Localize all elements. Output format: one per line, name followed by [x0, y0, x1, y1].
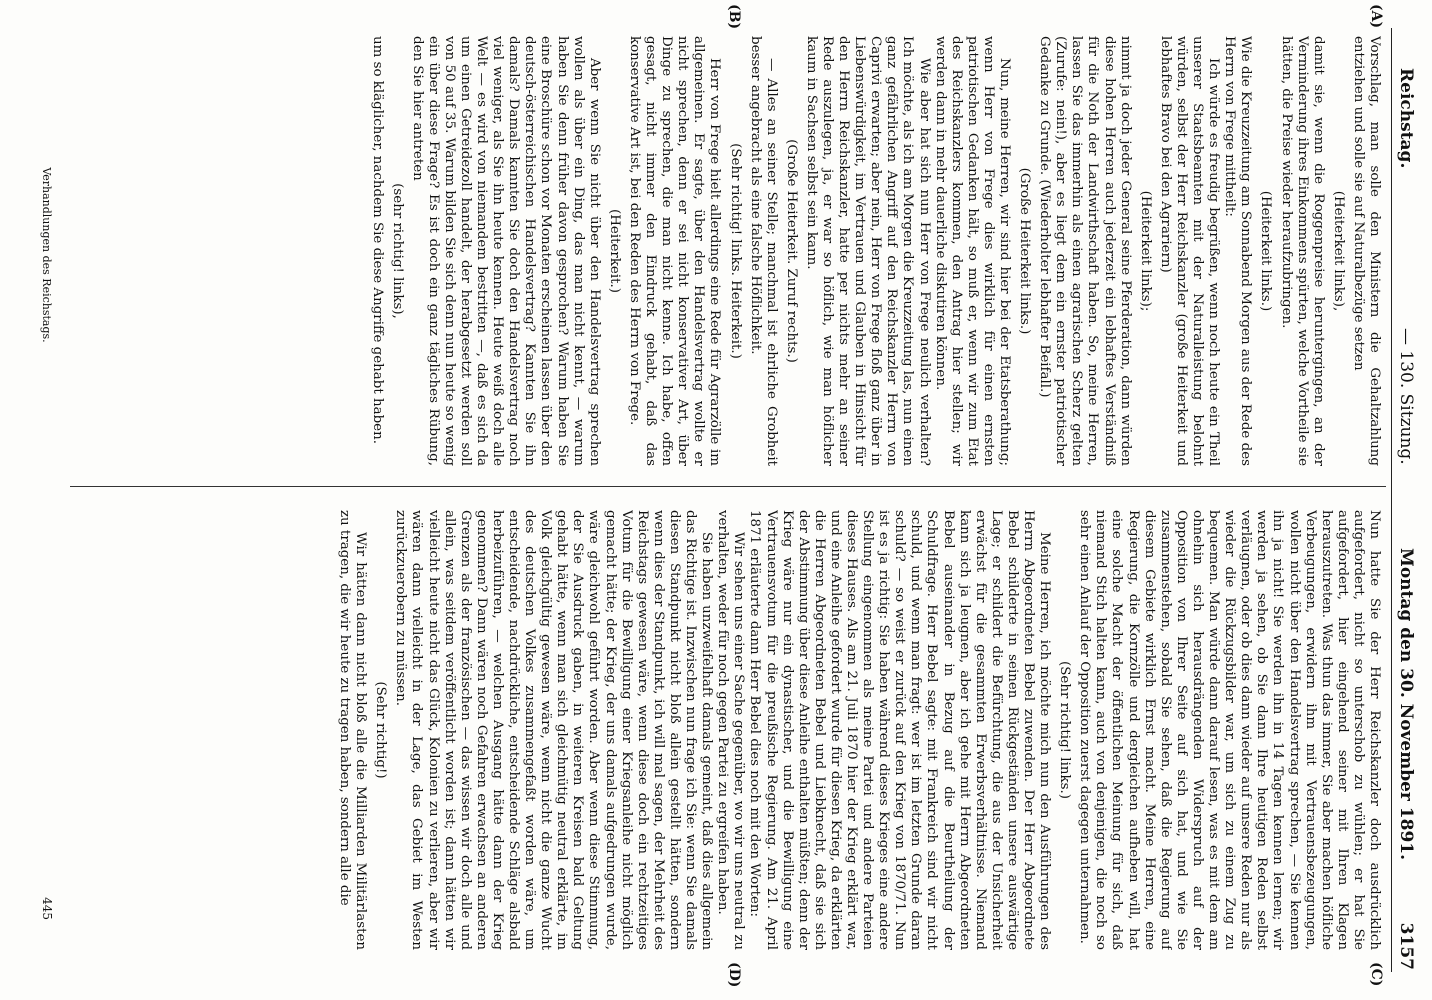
interjection: (Sehr richtig!)	[373, 681, 389, 779]
left-column	[66, 36, 1382, 466]
paragraph: Vorschlag, man solle den Ministern die Gehaltzahlung entziehen und solle sie auf Naturalbezüge setzen	[1350, 36, 1382, 466]
paragraph: Ich würde es freudig begrüßen, wenn noch heute ein Theil unserer Staatsbeamten mit der Naturalleistung belohnt würden, selbst der Herr Reichskanzler (große Heiterkeit und lebhaftes Bravo bei den Agrariern)	[1157, 36, 1222, 466]
paragraph: nimmt ja doch jeder General seine Pferderation, dann würden diese hohen Herren auch jederzeit ein lebhaftes Verständniß für die Noth der Landwirthschaft haben. So, meine Herren, lassen Sie das immerhin als einen agrarischen Scherz gelten (Zurufe: nein!), aber es liegt dem ein ernster patriotischer Gedanke zu Grunde. (Wiederholter lebhafter Beifall.)	[1037, 36, 1133, 466]
paragraph: Wir hätten dann nicht bloß alle die Milliarden Militärlasten zu tragen, die wir heute zu tragen haben, sondern alle die	[337, 510, 369, 950]
margin-mark-a: (A)	[1368, 4, 1384, 29]
paragraph: Meine Herren, ich möchte mich nun den Ausführungen des Herrn Abgeordneten Bebel zuwenden. Der Herr Abgeordnete Bebel schilderte in seinen Rückgeständen unsere auswärtige Lage; er schildert die Befürchtung, die aus der Unsicherheit erwächst für die gesammten Erwerbsverhältnisse. Niemand kann sich ja leugnen, aber ich gehe mit Herrn Abgeordneten Bebel auseinander in Bezug auf die Beurtheilung der Schuldfrage. Herr Bebel sagte: mit Frankreich sind wir nicht schuld, und wenn man fragt: wer ist im letzten Grunde daran schuld? — so weist er zurück auf den Krieg von 1870/71. Nun ist es ja richtig: Sie haben während dieses Krieges eine andere Stellung eingenommen als meine Partei und andere Parteien dieses Hauses. Als am 21. Juli 1870 hier der Krieg erklärt war, und eine Anleihe gefordert wurde für diesen Krieg, da erklärten die Herren Abgeordneten Bebel und Liebknecht, daß sie sich der Abstimmung über diese Anleihe enthalten müßten; denn der Krieg wäre nur ein dynastischer, und die Bewilligung eine Vertrauensvotum für die preußische Regierung. Am 21. April 1871 erläuterte dann Herr Bebel dies noch mit den Worten:	[747, 510, 1053, 950]
paragraph: Wir sehen uns einer Sache gegenüber, wo wir uns neutral zu verhalten, weder für noch gegen Partei zu ergreifen haben.	[715, 510, 747, 950]
interjection: (Sehr richtig! links.)	[1057, 661, 1073, 799]
header-date: Montag den 30. November 1891.	[1396, 548, 1416, 861]
paragraph: Nun, meine Herren, wir sind hier bei der Etatsberathung; wenn Herr von Frege dies wirklich für einen ernsten patriotischen Gedanken hält, so muß er, wenn wir zum Etat des Reichskanzlers kommen, den Antrag hier stellen; wir werden dann in mehr dauerliche diskutiren können.	[932, 36, 1013, 466]
right-column	[66, 510, 1382, 950]
paragraph: Sie haben unzweifelhaft damals gemeint, daß dies allgemein das Richtige ist. Inzwischen nun frage ich Sie: wenn Sie damals diesen Standpunkt nicht bloß allein gestellt hätten, sondern wenn dies der Standpunkt, ich will mal sagen, der Mehrheit des Reichstags gewesen wäre, wenn diese doch ein rechtzeitiges Votum für die Bewilligung einer Kriegsanleihe nicht möglich gemacht hätte; der Krieg, der uns damals aufgedrungen wurde, wäre gleichwohl geführt worden. Aber wenn diese Stimmung, der Sie Ausdruck gaben, in weiteren Kreisen bald Geltung gehabt hätte, wenn man sich gleichmütig neutral erklärte, im Volk gleichgültig gewesen wäre, wenn nicht die ganze Wucht des deutschen Volkes zusammengefaßt worden wäre, um entscheidende, nachdrückliche, entscheidende Schläge alsbald herbeizuführen, — welchen Ausgang hätte dann der Krieg genommen? Dann wären noch Gefahren erwachsen an anderen Grenzen als der französischen — das wissen wir doch alle und allein, was seitdem veröffentlicht worden ist; dann hätten wir vielleicht heute nicht das Glück, Kolonien zu verlieren, aber wir wären dann vielleicht in der Lage, das Gebiet im Westen zurückzuerobern zu müssen.	[393, 510, 715, 950]
page-number: 3157	[1396, 922, 1416, 970]
interjection: (Heiterkeit links),	[1330, 190, 1346, 312]
paragraph: Aber wenn Sie nicht über den Handelsvertrag sprechen wollen als über ein Ding, das man nicht kennt, — warum haben Sie denn früher davon gesprochen? Warum haben Sie eine Broschüre schon vor Monaten erscheinen lassen über den deutsch-österreichischen Handelsvertrag? Kannten Sie ihn damals? Damals kannten Sie doch den Handelsvertrag noch viel weniger, als Sie ihn heute kennen. Heute weiß doch alle Welt — es wird von niemandem bestritten —, daß es sich da um einen Getreidezoll handelt, der herabgesetzt werden soll von 50 auf 35. Warum bilden Sie sich denn nun heute so wenig ein über diese Frage? Es ist doch ein ganz tägliches Rübung, den Sie hier antreten	[409, 36, 602, 466]
interjection: (Große Heiterkeit links.)	[1017, 167, 1033, 335]
margin-mark-b: (B)	[726, 4, 742, 30]
interjection: (Heiterkeit links);	[1137, 190, 1153, 312]
paragraph: Nun hatte Sie der Herr Reichskanzler doch ausdrücklich aufgefordert, nicht so unterschob zu wühlen; er hat Sie aufgefordert, hier eingehend seiner mit Ihren Klagen herauszutreten. Was thun das immer, Sie aber machen höfliche Verbeugungen, erwidern ihm mit Vertrauensbezeugungen, wollen nicht über den Handelsvertrag sprechen, — Sie kennen ihn ja nicht! Sie werden ihn in 14 Tagen kennen lernen; wir werden ja sehen, ob Sie dann Ihre heutigen Reden selbst verläugnen, oder ob dies dann wieder auf unsere Reden nur als wieder die Rückzugsbilder war, um sich zu einem Zug zu bequemen. Man würde dann darauf lesen, was es mit dem am ohnehin sich herausdrängenden Widerspruch auf der Opposition von Ihrer Seite auf sich hat, und wie Sie zusammenstehen, sobald Sie sehen, daß die Regierung auf diesem Gebiete wirklich Ernst macht. Meine Herren, eine Regierung, die Kornzölle und dergleichen aufheben will, hat eine solche Macht der öffentlichen Meinung für sich, daß niemand Stich halten kann, auch von denjenigen, die noch so sehr einen Anlauf der Opposition zuerst dagegen unternahmen.	[1077, 510, 1382, 950]
interjection: (Heiterkeit.)	[606, 209, 622, 293]
paragraph: — Alles an seiner Stelle; manchmal ist ehrliche Grobheit besser angebracht als eine falsche Höflichkeit.	[747, 36, 779, 466]
paragraph: um so kläglicher, nachdem Sie diese Angriffe gehabt haben.	[369, 36, 385, 444]
paragraph: Herr von Frege hielt allerdings eine Rede für Agrarzölle im allgemeinen. Er sagte, über den Handelsvertrag wollte er nicht sprechen, denn er sei nicht konservativer Art, über Dinge zu sprechen, die man nicht kenne. Ich habe, offen gesagt, nicht immer den Eindruck gehabt, daß das konservative Art ist, bei den Reden des Herrn von Frege.	[626, 36, 723, 466]
header-title: Reichstag.	[1396, 68, 1416, 169]
page-header	[1391, 28, 1418, 972]
interjection: (Heiterkeit links.)	[1258, 190, 1274, 312]
interjection: (sehr richtig! links),	[389, 183, 405, 319]
header-session: — 130. Sitzung.	[1396, 328, 1416, 465]
margin-mark-d: (D)	[726, 962, 742, 988]
margin-mark-c: (C)	[1368, 962, 1384, 987]
paragraph: Wie die Kreuzzeitung am Sonnabend Morgen aus der Rede des Herrn von Frege mittheilt:	[1222, 36, 1254, 466]
footer-right: 445	[40, 897, 54, 920]
paragraph: damit sie, wenn die Roggenpreise heruntergingen, an der Verminderung ihres Einkommens spürten, welche Vortheile sie hätten, die Preise wieder heraufzubringen.	[1278, 36, 1326, 466]
footer-left: Verhandlungen des Reichstags.	[40, 167, 53, 343]
column-divider	[70, 486, 1386, 487]
paragraph: Wie aber hat sich nun Herr von Frege neulich verhalten? Ich möchte, als ich am Morgen die Kreuzzeitung las, nun einen ganz gefährlichen Angriff auf den Reichskanzler Herrn von Caprivi erwarten; aber nein, Herr von Frege floß ganz über in Liebenswürdigkeit, im Vertrauen und Glauben in Hinsicht für den Herrn Reichskanzler, hatte per nichts mehr an seiner Rede auszulegen, ja, er war so höflich, wie man höflicher kaum in Sachsen selbst sein kann.	[803, 36, 932, 466]
interjection: (Große Heiterkeit. Zuruf rechts.)	[783, 139, 799, 363]
interjection: (Sehr richtig! links. Heiterkeit.)	[727, 143, 743, 359]
